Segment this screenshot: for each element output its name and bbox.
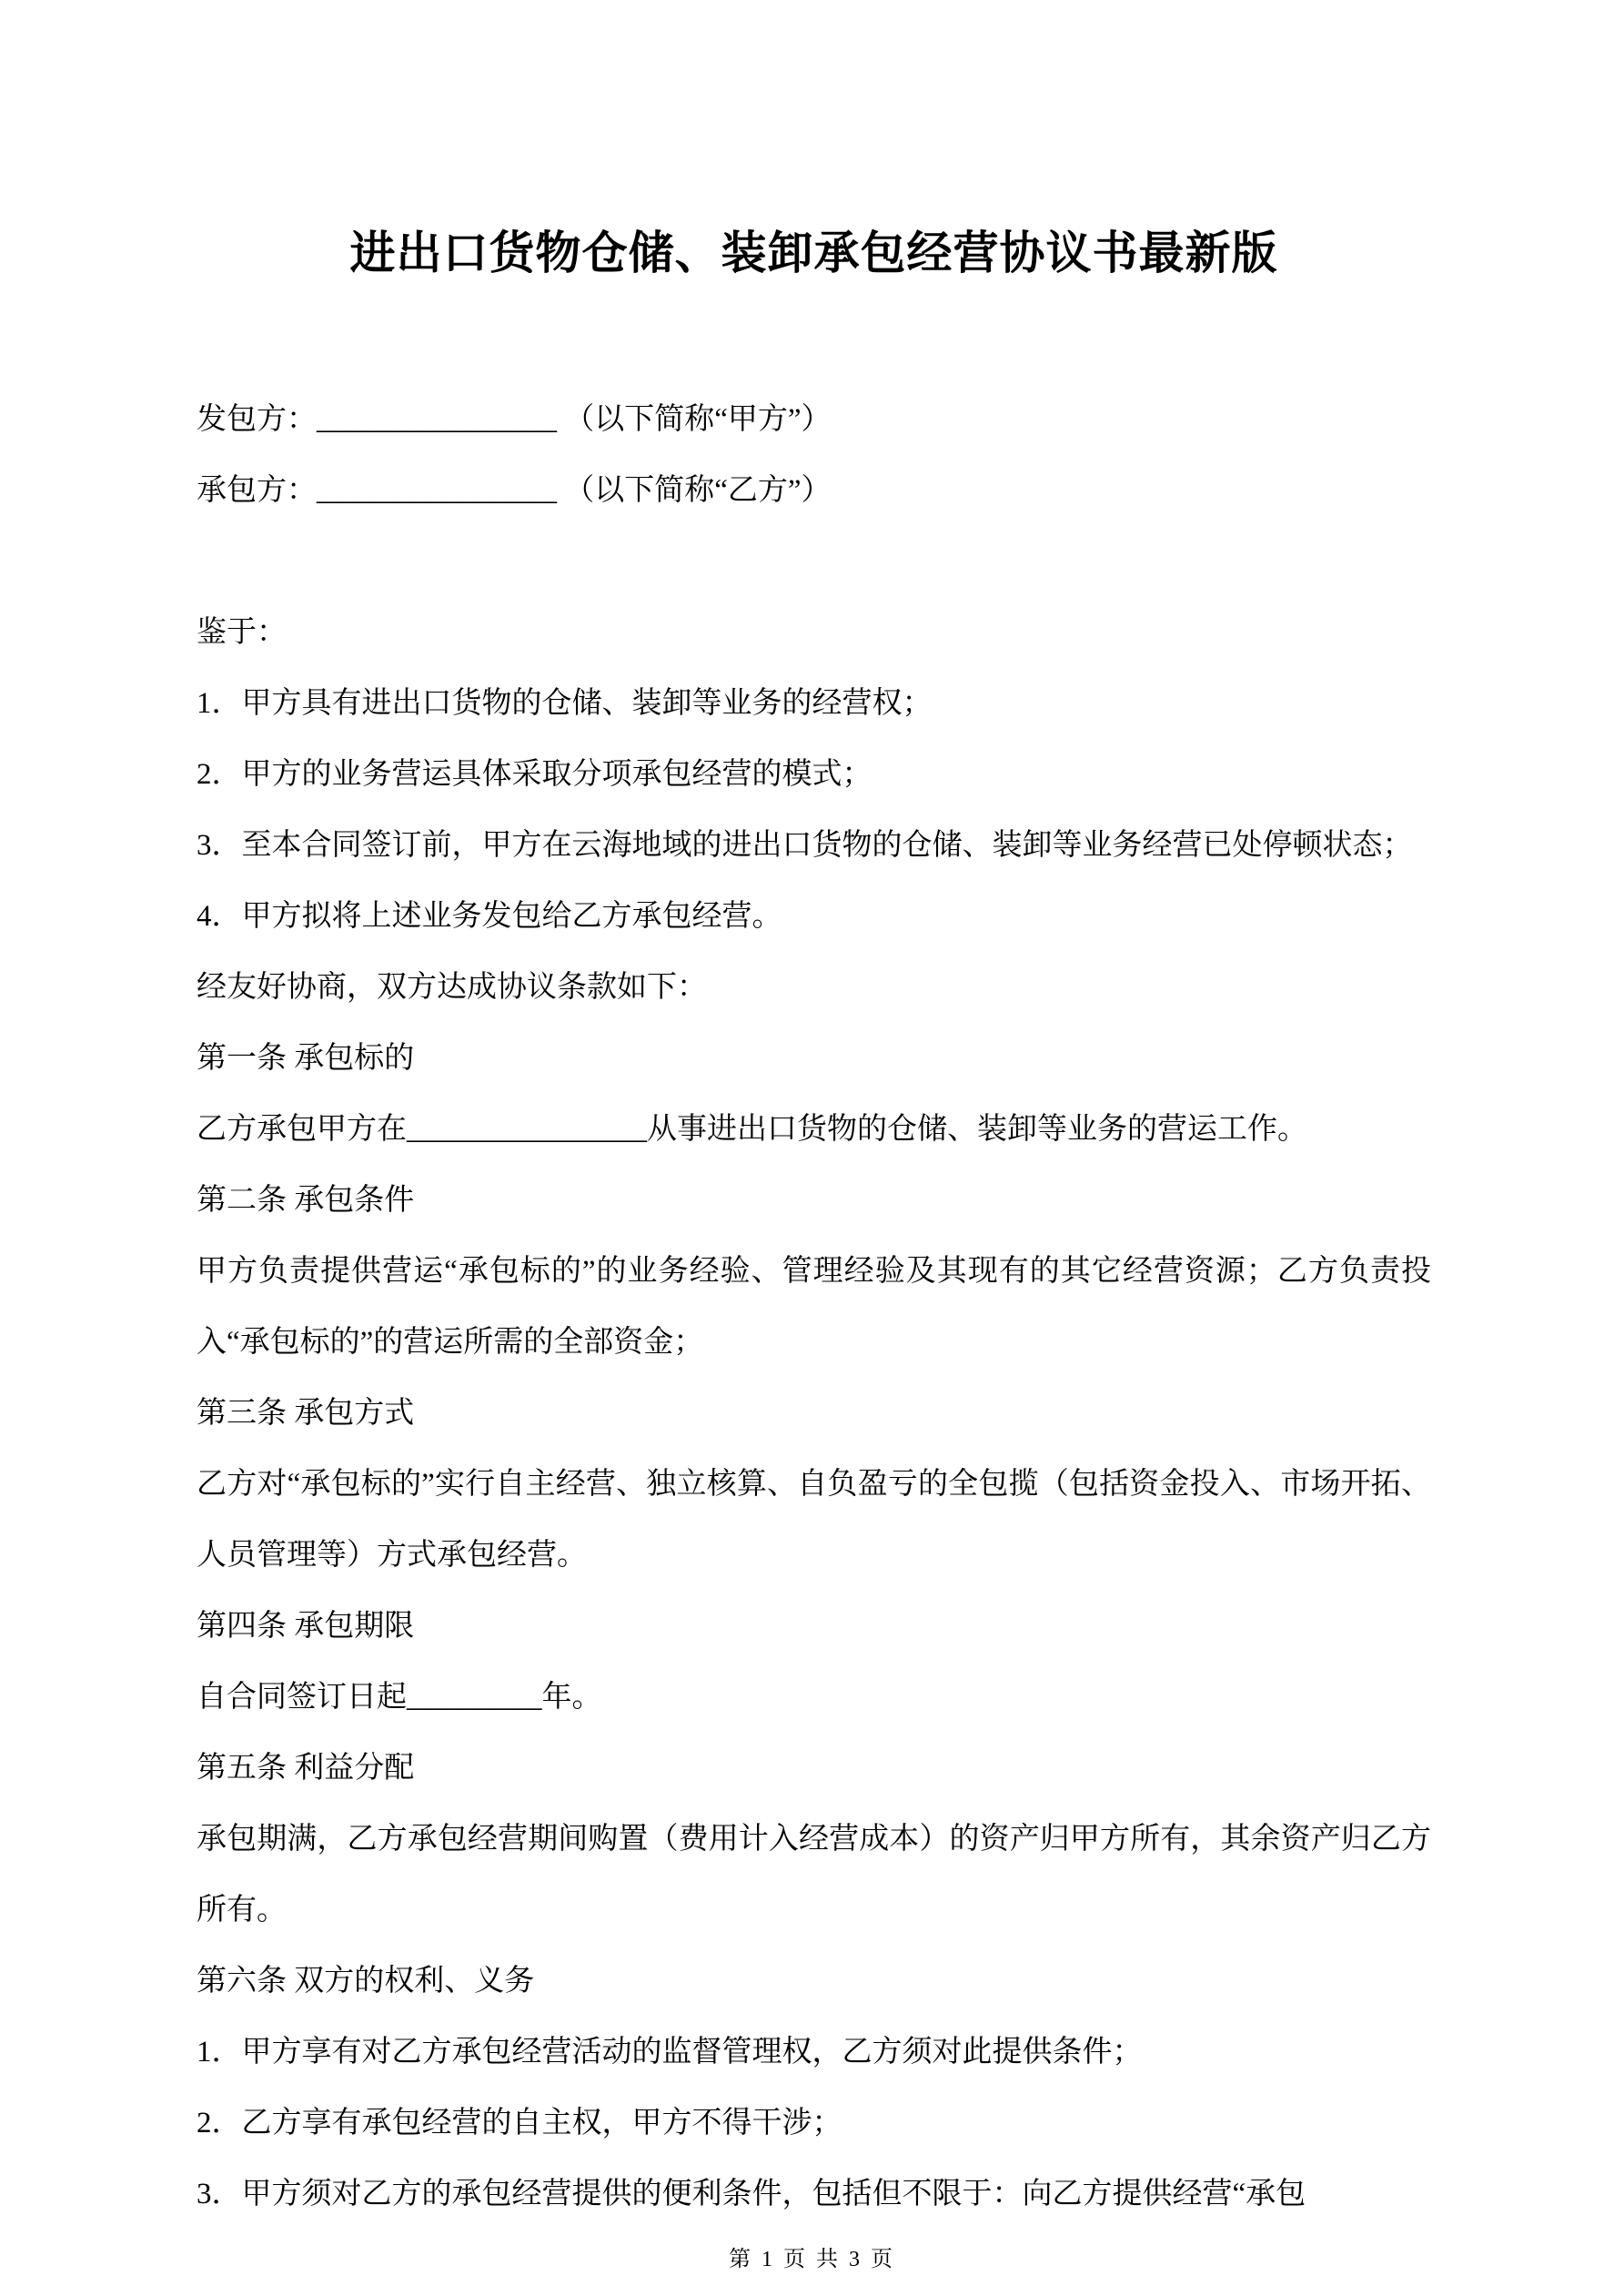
article-4-heading: 第四条 承包期限 — [197, 1610, 415, 1643]
whereas-label: 鉴于： — [197, 616, 287, 649]
party-b-line: 承包方：________________ （以下简称“乙方”） — [197, 474, 832, 507]
article-1-heading: 第一条 承包标的 — [197, 1042, 415, 1075]
article-6-item-1: 1．甲方享有对乙方承包经营活动的监督管理权，乙方须对此提供条件； — [197, 2036, 1143, 2068]
party-a-line: 发包方：________________ （以下简称“甲方”） — [197, 403, 832, 436]
document-body — [197, 384, 1431, 2230]
document-title: 进出口货物仓储、装卸承包经营协议书最新版 — [349, 228, 1278, 278]
article-2-body: 甲方负责提供营运“承包标的”的业务经验、管理经验及其现有的其它经营资源；乙方负责投入“承包标的”的营运所需的全部资金； — [197, 1255, 1431, 1359]
article-5-body: 承包期满，乙方承包经营期间购置（费用计入经营成本）的资产归甲方所有，其余资产归乙方所有。 — [197, 1823, 1431, 1927]
page-number-footer: 第 1 页 共 3 页 — [729, 2248, 895, 2271]
article-3-heading: 第三条 承包方式 — [197, 1397, 415, 1430]
whereas-item-3: 3．至本合同签订前，甲方在云海地域的进出口货物的仓储、装卸等业务经营已处停顿状态； — [197, 829, 1413, 862]
article-6-item-2: 2．乙方享有承包经营的自主权，甲方不得干涉； — [197, 2107, 842, 2139]
whereas-item-4: 4．甲方拟将上述业务发包给乙方承包经营。 — [197, 900, 782, 933]
article-6-heading: 第六条 双方的权利、义务 — [197, 1965, 535, 1998]
article-4-body: 自合同签订日起_________年。 — [197, 1681, 602, 1714]
article-5-heading: 第五条 利益分配 — [197, 1752, 415, 1785]
article-3-body: 乙方对“承包标的”实行自主经营、独立核算、自负盈亏的全包揽（包括资金投入、市场开拓、人员管理等）方式承包经营。 — [197, 1468, 1431, 1572]
whereas-item-2: 2．甲方的业务营运具体采取分项承包经营的模式； — [197, 758, 873, 791]
article-6-item-3: 3．甲方须对乙方的承包经营提供的便利条件，包括但不限于：向乙方提供经营“承包 — [197, 2178, 1306, 2210]
article-2-heading: 第二条 承包条件 — [197, 1184, 415, 1217]
article-1-body: 乙方承包甲方在________________从事进出口货物的仓储、装卸等业务的营运工作。 — [197, 1113, 1307, 1146]
preamble: 经友好协商，双方达成协议条款如下： — [197, 971, 707, 1004]
whereas-item-1: 1．甲方具有进出口货物的仓储、装卸等业务的经营权； — [197, 687, 933, 720]
